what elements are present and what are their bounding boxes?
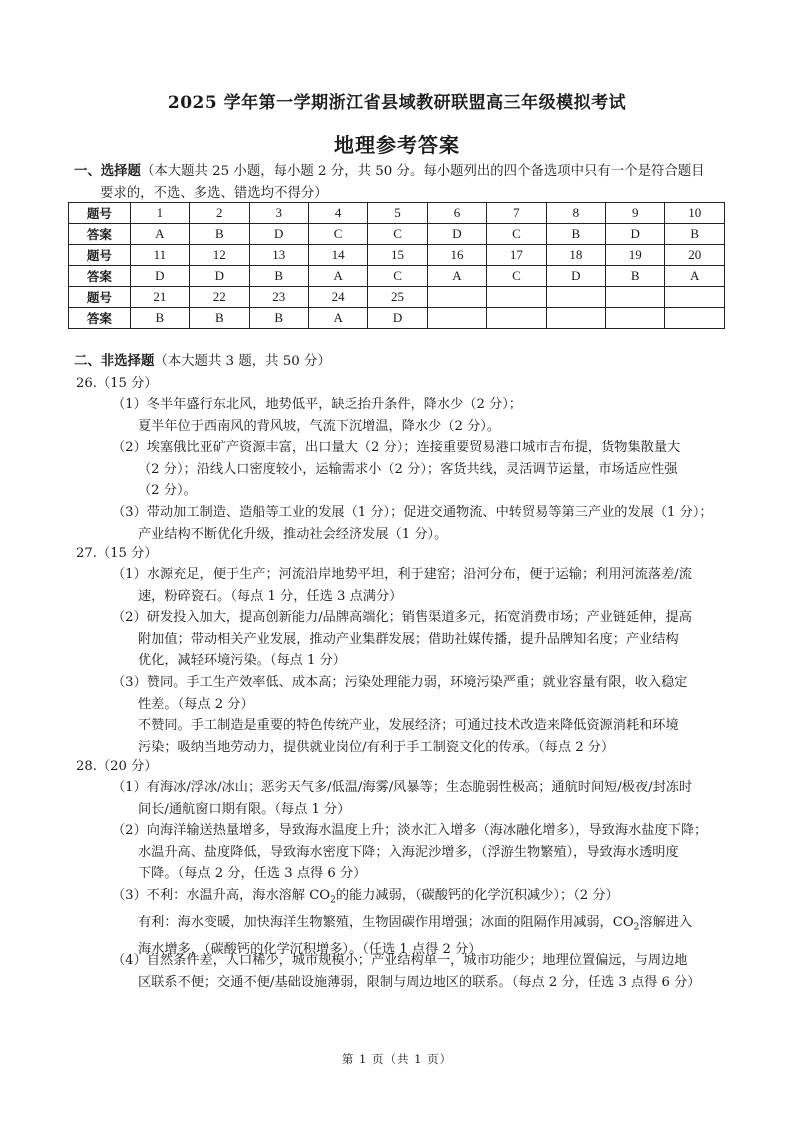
answer-cell: D <box>130 266 189 287</box>
q28-label: 28.（20 分） <box>76 759 158 774</box>
question-number-cell: 18 <box>546 245 605 266</box>
section2-heading <box>74 351 734 373</box>
q27-part2-line1: （2）研发投入加大，提高创新能力/品牌高端化；销售渠道多元，拓宽消费市场；产业链延伸，提高 <box>112 610 692 625</box>
exam-title: 2025 学年第一学期浙江省县域教研联盟高三年级模拟考试 <box>167 93 627 113</box>
question-number-cell: 16 <box>427 245 486 266</box>
answer-cell <box>665 308 725 329</box>
table-row-ans-2 <box>69 266 725 287</box>
co2-subscript-2: 2 <box>633 922 640 933</box>
row-header-answer: 答案 <box>69 224 131 245</box>
question-number-cell: 4 <box>308 203 367 224</box>
q27-part1-line1: （1）水源充足，便于生产；河流沿岸地势平坦，利于建窑；沿河分布，便于运输；利用河流落差/流 <box>112 567 692 582</box>
question-number-cell: 17 <box>487 245 546 266</box>
section2-title: 二、非选择题 <box>74 353 155 369</box>
answer-cell: D <box>546 266 605 287</box>
q27-part3 <box>112 672 720 758</box>
q27-part2 <box>112 607 720 672</box>
answer-cell: C <box>487 266 546 287</box>
q27-label: 27.（15 分） <box>76 546 158 561</box>
answer-cell: C <box>368 266 427 287</box>
question-number-cell <box>427 287 486 308</box>
answer-cell: C <box>308 224 367 245</box>
q27-part1 <box>112 564 720 607</box>
section1-title: 一、选择题 <box>74 163 141 179</box>
q27-part3-line3: 不赞同。手工制造是重要的特色传统产业，发展经济；可通过技术改造来降低资源消耗和环境 <box>138 718 679 733</box>
answer-cell: A <box>130 224 189 245</box>
q28-part3-line2-a: 有利：海水变暖，加快海洋生物繁殖，生物固碳作用增强；冰面的阻隔作用减弱，CO <box>138 915 634 931</box>
q26-part3-line1: （3）带动加工制造、造船等工业的发展（1 分）；促进交通物流、中转贸易等第三产业的发展（1 分）； <box>112 505 713 520</box>
answer-cell: D <box>190 266 249 287</box>
q26-part1-line2: 夏半年位于西南风的背风坡，气流下沉增温，降水少（2 分）。 <box>138 418 501 434</box>
q27-part3-line4: 污染；吸纳当地劳动力，提供就业岗位/有利于手工制瓷文化的传承。（每点 2 分） <box>138 739 615 755</box>
table-row-num-2 <box>69 245 725 266</box>
question-number-cell <box>606 287 665 308</box>
q27-part2-line2: 附加值；带动相关产业发展，推动产业集群发展；借助社媒传播，提升品牌知名度；产业结构 <box>138 631 679 647</box>
question-number-cell: 20 <box>665 245 725 266</box>
q28-part3-line3: 海水增多，（碳酸钙的化学沉积增多）。（任选 1 点得 2 分） <box>138 942 482 958</box>
row-header-question-number: 题号 <box>69 287 131 308</box>
question-number-cell: 10 <box>665 203 725 224</box>
q28-part2 <box>112 820 720 885</box>
question-number-cell <box>546 287 605 308</box>
q28-part2-line3: 下降。（每点 2 分，任选 3 点得 6 分） <box>138 866 367 881</box>
table-row-ans-1 <box>69 224 725 245</box>
co2-subscript: 2 <box>330 895 336 906</box>
answer-cell <box>546 308 605 329</box>
answer-cell: B <box>249 308 308 329</box>
q27-part1-line2: 速，粉碎瓷石。（每点 1 分，任选 3 点满分） <box>138 588 403 604</box>
question-number-cell: 5 <box>368 203 427 224</box>
answer-cell: B <box>546 224 605 245</box>
question-number-cell: 2 <box>190 203 249 224</box>
q28-part1 <box>112 777 720 820</box>
q26-part2-line3: （2 分）。 <box>138 483 197 498</box>
question-number-cell: 1 <box>130 203 189 224</box>
answer-cell: D <box>606 224 665 245</box>
table-row-num-1 <box>69 203 725 224</box>
document-title: 地理参考答案 <box>334 133 460 157</box>
answer-cell: B <box>249 266 308 287</box>
q28-part4 <box>112 950 720 993</box>
answer-cell: B <box>190 224 249 245</box>
question-number-cell: 23 <box>249 287 308 308</box>
q27-part3-line1: （3）赞同。手工生产效率低、成本高；污染处理能力弱，环境污染严重；就业容量有限，收入稳定 <box>112 675 688 690</box>
question-number-cell: 6 <box>427 203 486 224</box>
answer-cell: B <box>130 308 189 329</box>
answer-cell: B <box>665 224 725 245</box>
answer-cell: A <box>665 266 725 287</box>
q26-part2-line2: （2 分）；沿线人口密度较小，运输需求小（2 分）；客货共线，灵活调节运量，市场适应性强 <box>138 461 678 477</box>
answer-cell: D <box>368 308 427 329</box>
question-number-cell: 24 <box>308 287 367 308</box>
row-header-answer: 答案 <box>69 266 131 287</box>
answer-cell <box>427 308 486 329</box>
question-number-cell: 22 <box>190 287 249 308</box>
answer-cell: A <box>427 266 486 287</box>
question-number-cell <box>665 287 725 308</box>
q26-part1-line1: （1）冬半年盛行东北风，地势低平，缺乏抬升条件，降水少（2 分）； <box>112 397 522 412</box>
answer-cell: B <box>190 308 249 329</box>
q28-part3-line1-b: 的能力减弱，（碳酸钙的化学沉积减少）；（2 分） <box>335 888 619 903</box>
answer-cell <box>606 308 665 329</box>
q26-label: 26.（15 分） <box>76 376 158 391</box>
answer-cell: A <box>308 308 367 329</box>
answer-cell: C <box>487 224 546 245</box>
section1-desc-line2: 要求的，不选、多选、错选均不得分） <box>100 185 328 201</box>
answer-cell: D <box>427 224 486 245</box>
page-footer: 第 1 页（共 1 页） <box>341 1052 453 1066</box>
row-header-answer: 答案 <box>69 308 131 329</box>
q28-part2-line1: （2）向海洋输送热量增多，导致海水温度上升；淡水汇入增多（海冰融化增多），导致海水盐度下降； <box>112 823 708 838</box>
q27-part2-line3: 优化，减轻环境污染。（每点 1 分） <box>138 653 346 668</box>
q26-part2 <box>112 437 720 502</box>
section1-desc-line1: （本大题共 25 小题，每小题 2 分，共 50 分。每小题列出的四个备选项中只有一个是符合题目 <box>140 164 705 179</box>
q26-part3-line2: 产业结构不断优化升级，推动社会经济发展（1 分）。 <box>138 526 448 542</box>
q28-part3-line1-a: （3）不利：水温升高，海水溶解 CO <box>112 888 331 903</box>
q28-part1-line2: 间长/通航窗口期有限。（每点 1 分） <box>138 801 351 817</box>
q27-part3-line2: 性差。（每点 2 分） <box>138 696 254 712</box>
question-number-cell: 21 <box>130 287 189 308</box>
table-row-ans-3 <box>69 308 725 329</box>
section1-heading <box>74 161 734 204</box>
q26-part3 <box>112 502 720 545</box>
question-number-cell: 11 <box>130 245 189 266</box>
answer-cell: A <box>308 266 367 287</box>
question-number-cell: 3 <box>249 203 308 224</box>
answer-cell: B <box>606 266 665 287</box>
question-number-cell: 13 <box>249 245 308 266</box>
q28-part1-line1: （1）有海冰/浮冰/冰山；恶劣天气多/低温/海雾/风暴等；生态脆弱性极高；通航时间短/极夜/封冻时 <box>112 780 693 795</box>
question-number-cell: 25 <box>368 287 427 308</box>
table-row-num-3 <box>69 287 725 308</box>
question-number-cell: 12 <box>190 245 249 266</box>
section2-desc: （本大题共 3 题，共 50 分） <box>154 354 331 369</box>
row-header-question-number: 题号 <box>69 245 131 266</box>
answer-cell <box>487 308 546 329</box>
q26-part2-line1: （2）埃塞俄比亚矿产资源丰富，出口量大（2 分）；连接重要贸易港口城市吉布提，货物集散量大 <box>112 440 681 455</box>
answer-cell: C <box>368 224 427 245</box>
question-number-cell: 9 <box>606 203 665 224</box>
q28-part3-line2-b: 溶解进入 <box>639 915 693 931</box>
question-number-cell: 7 <box>487 203 546 224</box>
q28-part3-line1 <box>112 888 619 906</box>
question-number-cell: 14 <box>308 245 367 266</box>
question-number-cell <box>487 287 546 308</box>
q28-part3-line2 <box>112 912 720 939</box>
q28-part2-line2: 水温升高、盐度降低，导致海水密度下降；入海泥沙增多，（浮游生物繁殖），导致海水透明度 <box>138 844 679 860</box>
choice-answer-table <box>68 202 725 329</box>
question-number-cell: 15 <box>368 245 427 266</box>
answer-cell: D <box>249 224 308 245</box>
q26-part1 <box>112 394 720 437</box>
row-header-question-number: 题号 <box>69 203 131 224</box>
q28-part4-line1: （4）自然条件差，人口稀少，城市规模小；产业结构单一，城市功能少；地理位置偏远，与周边地 <box>112 953 688 968</box>
question-number-cell: 8 <box>546 203 605 224</box>
question-number-cell: 19 <box>606 245 665 266</box>
q28-part4-line2: 区联系不便；交通不便/基础设施薄弱，限制与周边地区的联系。（每点 2 分，任选 3 点得 6 分） <box>138 974 701 990</box>
